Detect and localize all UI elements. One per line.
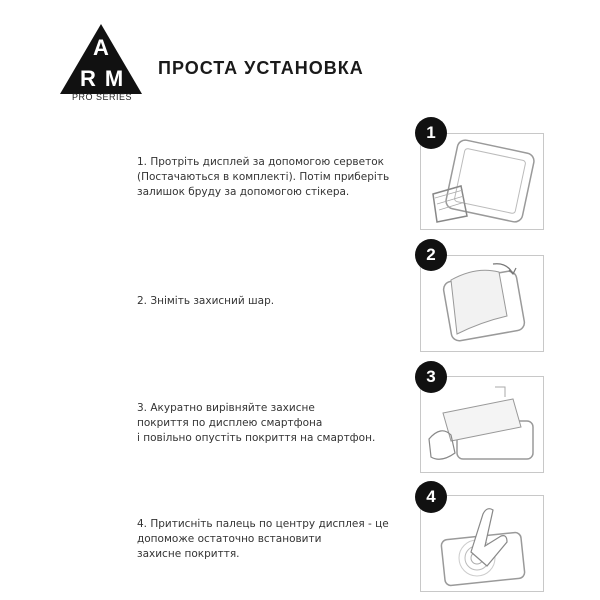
peel-film-icon	[421, 256, 543, 351]
step-3-line: покриття по дисплею смартфона	[137, 417, 323, 429]
logo-letter-m: M	[104, 66, 124, 91]
step-3-line: 3. Акуратно вирівняйте захисне	[137, 402, 315, 414]
logo-subtitle: PRO SERIES	[71, 92, 132, 102]
step-4-text	[137, 517, 417, 562]
phone-wipe-cloth-icon	[421, 134, 543, 229]
step-2-text	[137, 294, 417, 309]
step-2-badge: 2	[415, 239, 447, 271]
step-1-illustration	[420, 133, 544, 230]
step-1-line: 1. Протріть дисплей за допомогою серветок	[137, 156, 384, 168]
step-4-badge: 4	[415, 481, 447, 513]
step-1-line: залишок бруду за допомогою стікера.	[137, 186, 350, 198]
align-protector-icon	[421, 377, 543, 472]
logo-letter-a: A	[93, 35, 109, 60]
step-1-badge: 1	[415, 117, 447, 149]
logo-letter-r: R	[80, 66, 96, 91]
step-3-badge: 3	[415, 361, 447, 393]
step-4-line: 4. Притисніть палець по центру дисплея - це	[137, 518, 389, 530]
step-1-line: (Постачаються в комплекті). Потім приберіть	[137, 171, 390, 183]
step-3-line: і повільно опустіть покриття на смартфон.	[137, 432, 376, 444]
step-4-line: допоможе остаточно встановити	[137, 533, 322, 545]
step-2-illustration	[420, 255, 544, 352]
step-3-text	[137, 401, 417, 446]
step-4-line: захисне покриття.	[137, 548, 240, 560]
step-2-line: 2. Зніміть захисний шар.	[137, 295, 275, 307]
step-1-text	[137, 155, 417, 200]
page-title: ПРОСТА УСТАНОВКА	[158, 58, 364, 78]
